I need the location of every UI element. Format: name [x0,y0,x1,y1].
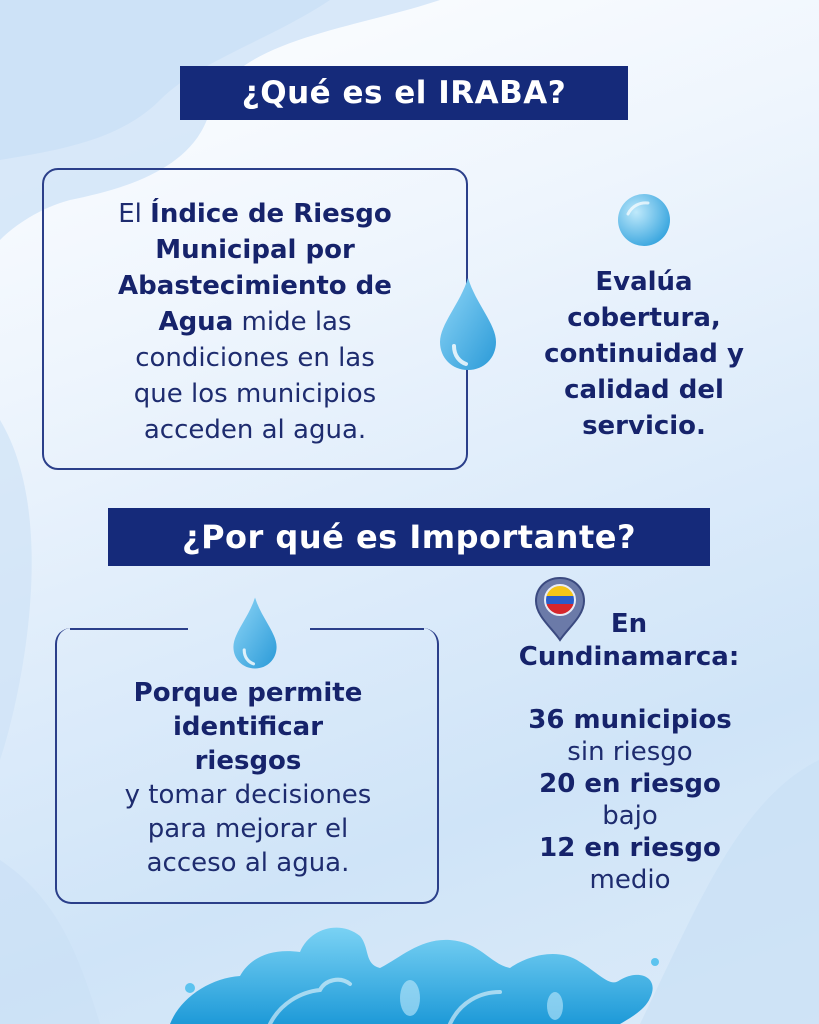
cundinamarca-title [490,608,768,674]
page-title: ¿Qué es el IRABA? [241,75,567,111]
stat-label-3: medio [589,865,671,895]
water-splash-icon [150,918,670,1024]
cundinamarca-title-line-2: Cundinamarca: [518,642,740,672]
reason-rest-line-1: y tomar decisiones [124,780,372,810]
evaluation-line-2: cobertura, [567,303,721,333]
evaluation-line-3: continuidad y [544,339,744,369]
definition-bold-line-3: Abastecimiento de [118,271,392,301]
evaluation-line-5: servicio. [582,411,706,441]
risk-stats [480,704,780,896]
reason-bold-line-3: riesgos [194,746,302,776]
reason-bold-line-1: Porque permite [133,678,363,708]
reason-rest-line-2: para mejorar el [147,814,349,844]
reason-rest-line-3: acceso al agua. [146,848,350,878]
definition-bold-line-2: Municipal por [155,235,355,265]
card-top-border-left [70,628,188,630]
importance-banner [108,508,710,566]
evaluation-text [508,264,780,444]
water-bubble-icon [616,192,672,248]
stat-value-2: 20 en riesgo [539,769,721,799]
water-drop-icon [436,276,500,372]
card-top-border-right [310,628,424,630]
stat-label-2: bajo [602,801,658,831]
definition-text [52,196,458,448]
definition-bold-line-4: Agua [158,307,234,337]
definition-rest-line-3: acceden al agua. [143,415,367,445]
definition-rest-first: mide las [241,307,352,337]
stat-value-1: 36 municipios [528,705,732,735]
reason-bold-line-2: identificar [172,712,324,742]
stat-value-3: 12 en riesgo [539,833,721,863]
definition-intro: El [118,199,142,229]
importance-title: ¿Por qué es Importante? [182,518,636,556]
definition-rest-line-1: condiciones en las [135,343,375,373]
cundinamarca-title-line-1: En [610,609,648,639]
reason-text [60,676,436,880]
water-drop-icon [230,596,280,670]
evaluation-line-1: Evalúa [595,267,693,297]
definition-rest-line-2: que los municipios [133,379,377,409]
definition-bold-line-1: Índice de Riesgo [150,199,392,229]
stat-label-1: sin riesgo [567,737,693,767]
page-title-banner [180,66,628,120]
evaluation-line-4: calidad del [564,375,724,405]
